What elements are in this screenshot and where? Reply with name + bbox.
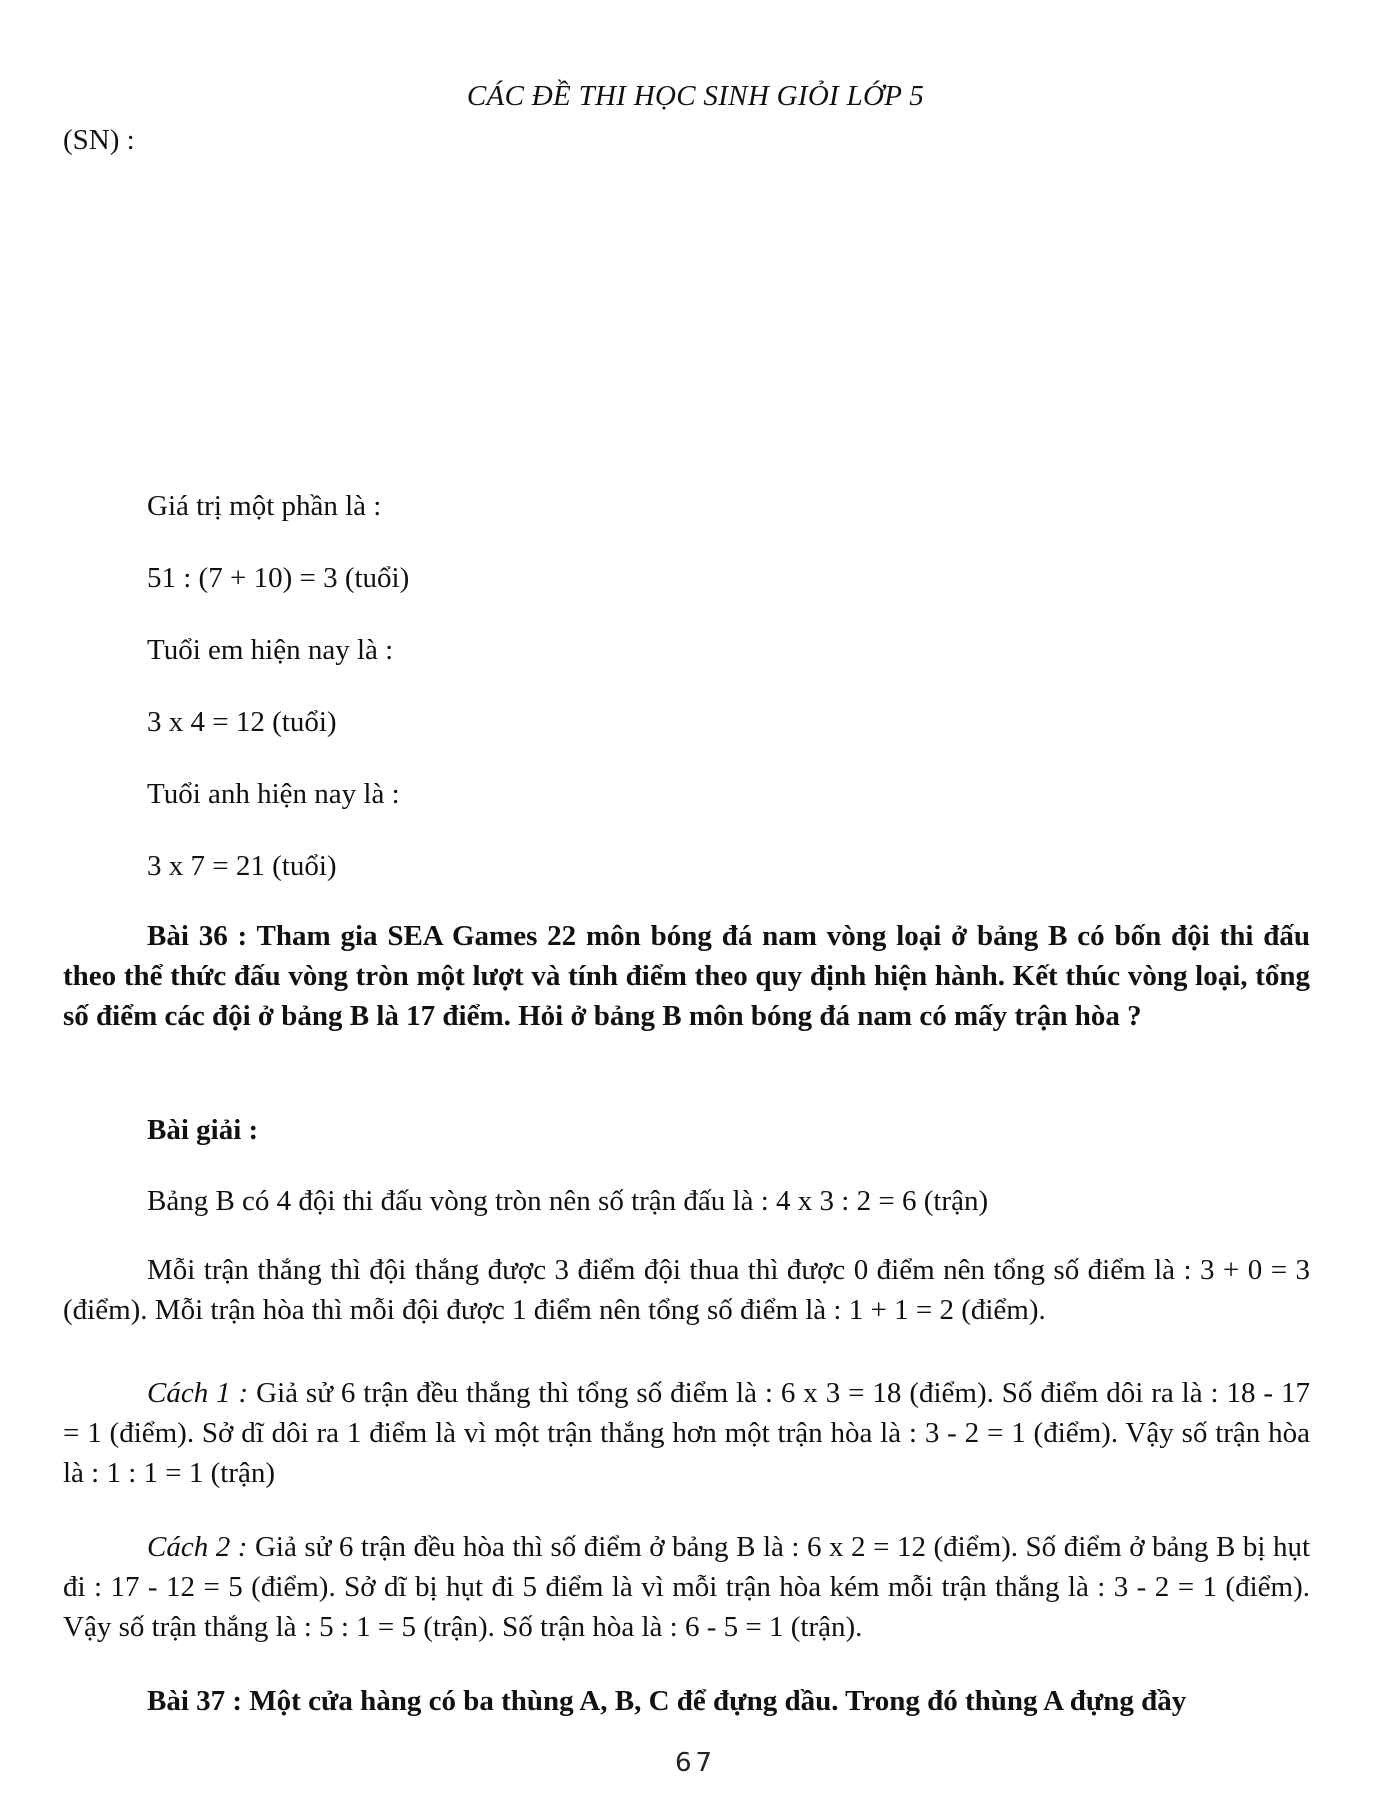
solution-line: Tuổi em hiện nay là : bbox=[147, 634, 394, 666]
solution-step-1: Bảng B có 4 đội thi đấu vòng tròn nên số trận đấu là : 4 x 3 : 2 = 6 (trận) bbox=[147, 1185, 989, 1217]
page-number: 67 bbox=[674, 1748, 717, 1778]
solution-line: Giá trị một phần là : bbox=[147, 490, 382, 522]
solution-heading: Bài giải : bbox=[147, 1114, 259, 1146]
sn-label: (SN) : bbox=[63, 124, 135, 156]
method-1-paragraph bbox=[63, 1373, 1310, 1493]
method-2-paragraph bbox=[63, 1527, 1310, 1647]
solution-line: Tuổi anh hiện nay là : bbox=[147, 778, 400, 810]
page-header: CÁC ĐỀ THI HỌC SINH GIỎI LỚP 5 bbox=[466, 80, 925, 112]
problem-37: Bài 37 : Một cửa hàng có ba thùng A, B, C để đựng dầu. Trong đó thùng A đựng đầy bbox=[147, 1685, 1187, 1717]
method-2-label: Cách 2 : bbox=[147, 1531, 248, 1563]
solution-step-2: Mỗi trận thắng thì đội thắng được 3 điểm đội thua thì được 0 điểm nên tổng số điểm là : 3 + 0 = 3 (điểm). Mỗi trận hòa thì mỗi đội được 1 điểm nên tổng số điểm là : 1 + 1 = 2 (điểm). bbox=[63, 1254, 1310, 1326]
solution-line: 51 : (7 + 10) = 3 (tuổi) bbox=[147, 562, 410, 594]
method-1-label: Cách 1 : bbox=[147, 1377, 249, 1409]
method-1-text: Giả sử 6 trận đều thắng thì tổng số điểm là : 6 x 3 = 18 (điểm). Số điểm dôi ra là : 18 - 17 = 1 (điểm). Sở dĩ dôi ra 1 điểm là vì một trận thắng hơn một trận hòa là : 3 - 2 = 1 (điểm). Vậy số trận hòa là : 1 : 1 = 1 (trận) bbox=[63, 1377, 1310, 1489]
solution-line: 3 x 4 = 12 (tuổi) bbox=[147, 706, 337, 738]
solution-line: 3 x 7 = 21 (tuổi) bbox=[147, 850, 337, 882]
problem-36: Bài 36 : Tham gia SEA Games 22 môn bóng đá nam vòng loại ở bảng B có bốn đội thi đấu theo thể thức đấu vòng tròn một lượt và tính điểm theo quy định hiện hành. Kết thúc vòng loại, tổng số điểm các đội ở bảng B là 17 điểm. Hỏi ở bảng B môn bóng đá nam có mấy trận hòa ? bbox=[63, 920, 1310, 1032]
method-2-text: Giả sử 6 trận đều hòa thì số điểm ở bảng B là : 6 x 2 = 12 (điểm). Số điểm ở bảng B bị hụt đi : 17 - 12 = 5 (điểm). Sở dĩ bị hụt đi 5 điểm là vì mỗi trận hòa kém mỗi trận thắng là : 3 - 2 = 1 (điểm). Vậy số trận thắng là : 5 : 1 = 5 (trận). Số trận hòa là : 6 - 5 = 1 (trận). bbox=[63, 1531, 1311, 1643]
